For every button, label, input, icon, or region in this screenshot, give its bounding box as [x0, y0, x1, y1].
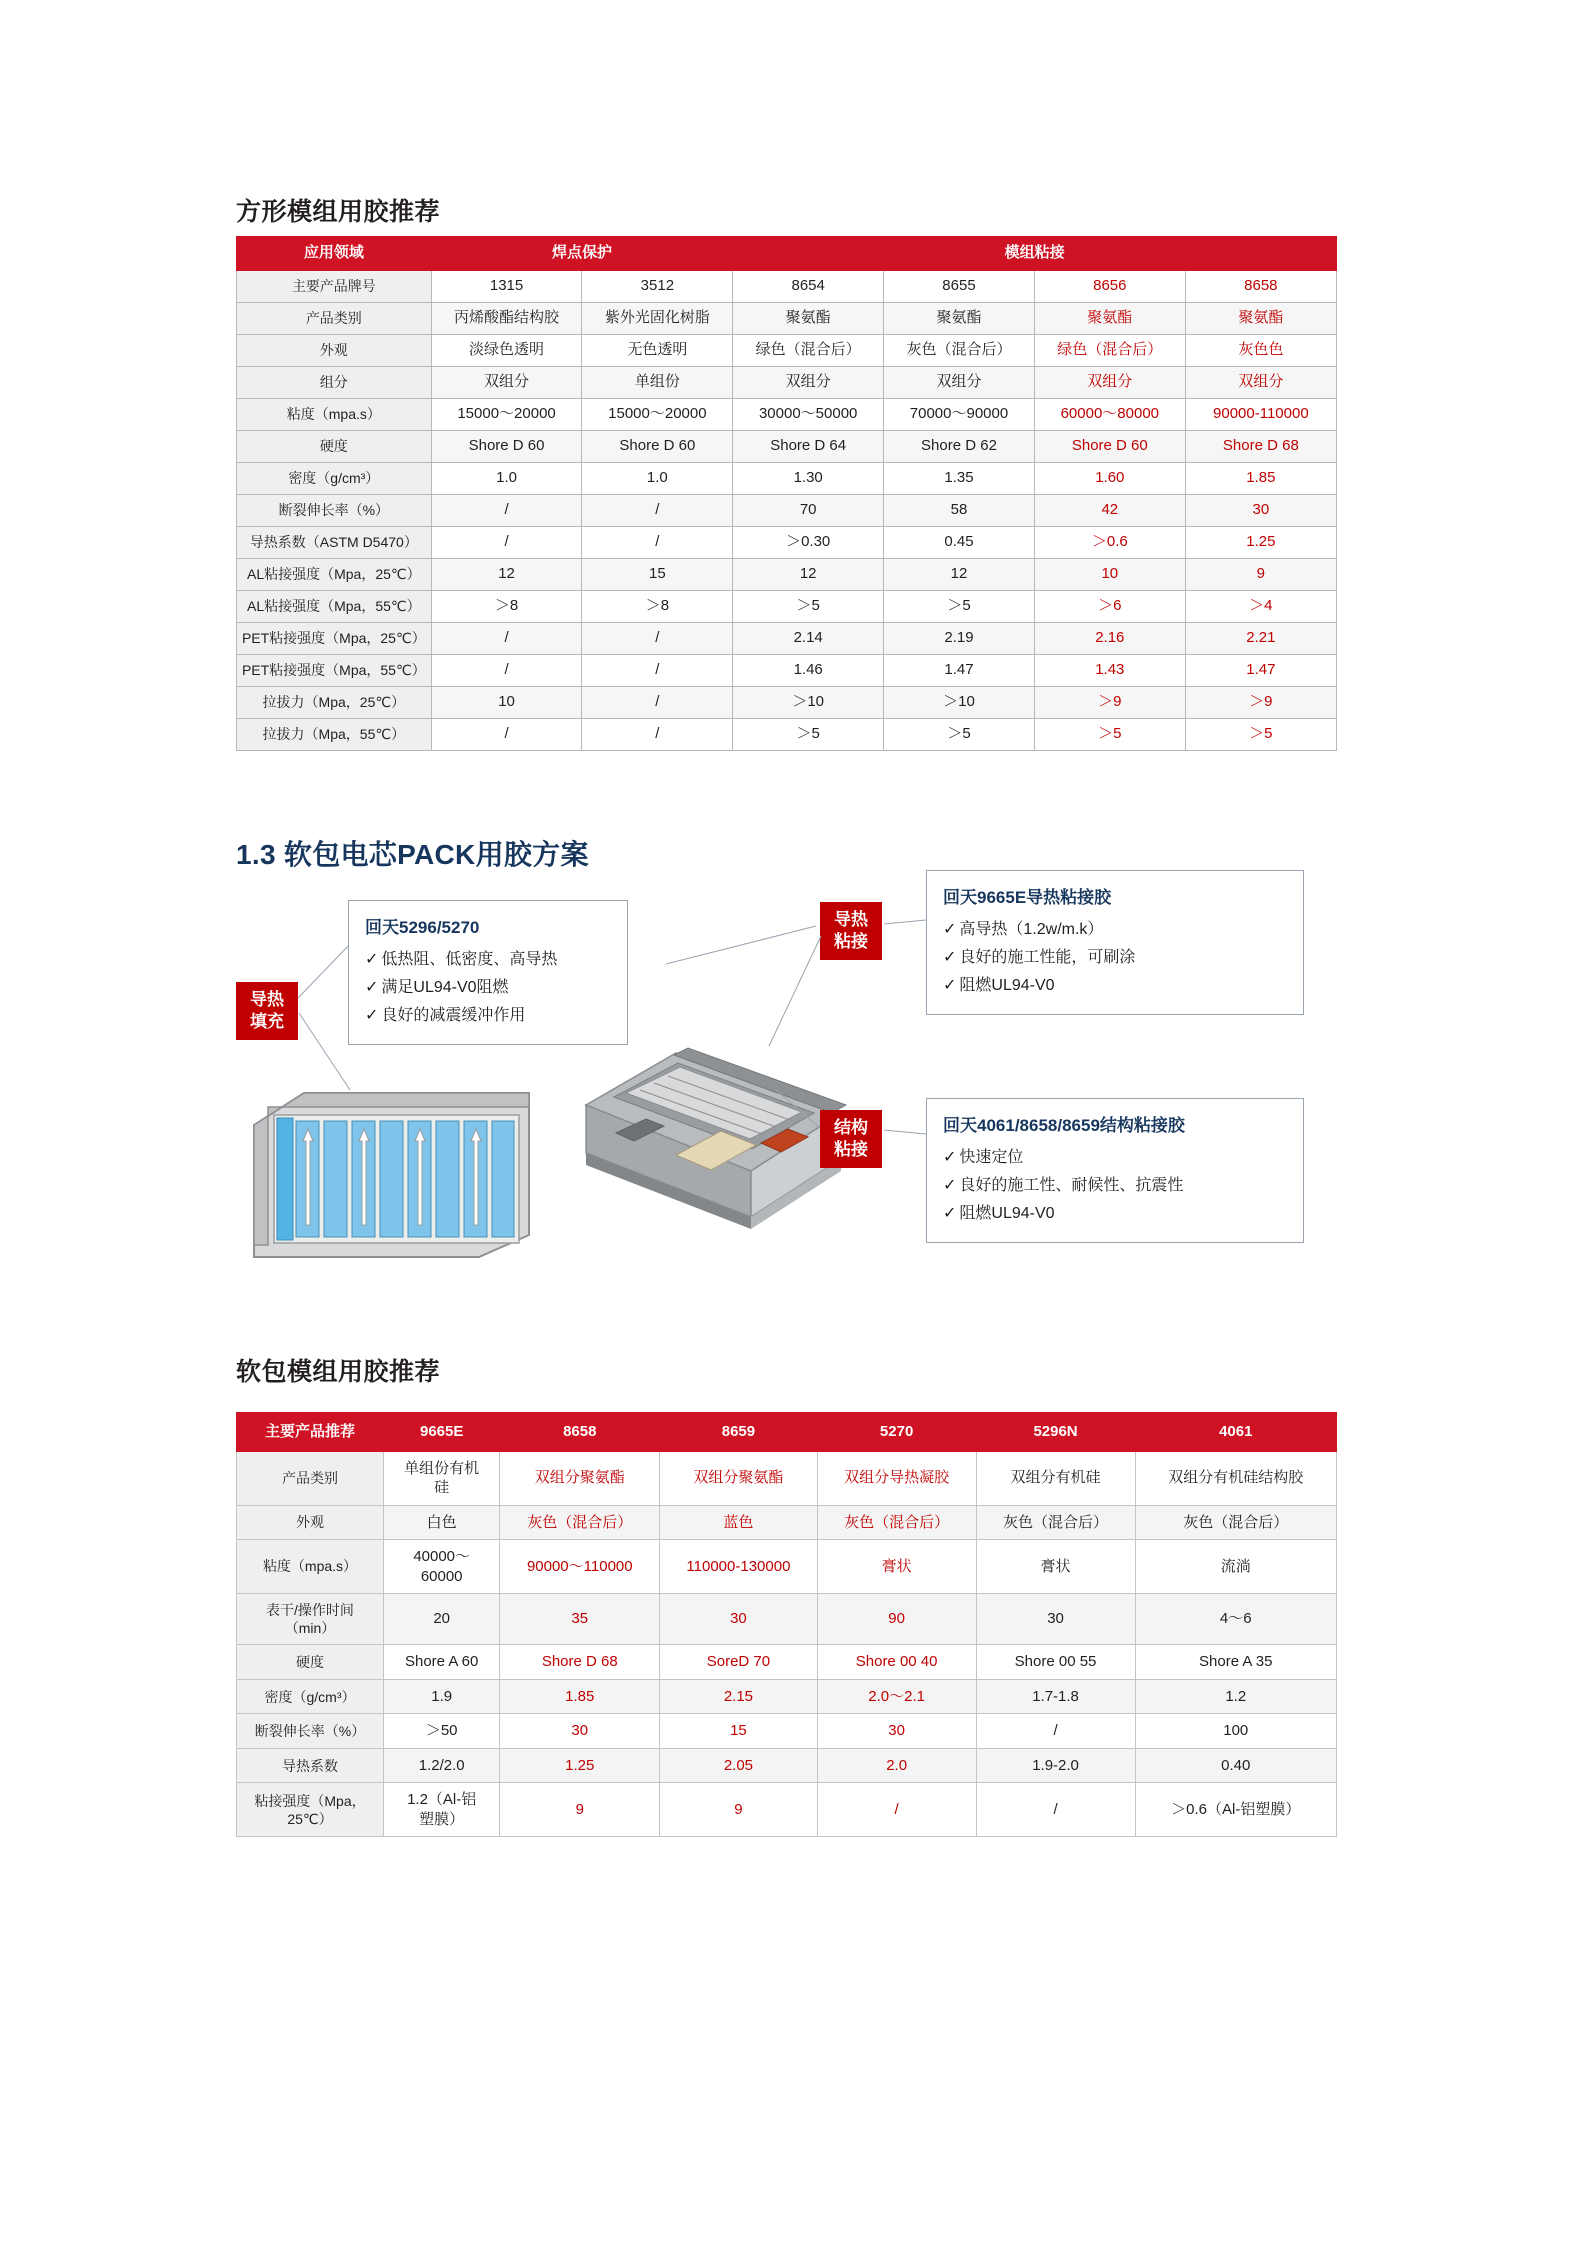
- table-cell: ＞5: [884, 719, 1035, 751]
- table-cell: ＞10: [884, 687, 1035, 719]
- table-row: [237, 527, 1337, 559]
- table-cell: ＞10: [733, 687, 884, 719]
- row-label: 产品类别: [237, 303, 432, 335]
- table-cell: 1.30: [733, 463, 884, 495]
- table-cell: 1.85: [500, 1679, 660, 1714]
- table-cell: 15: [582, 559, 733, 591]
- row-label: 硬度: [237, 431, 432, 463]
- table-cell: 1.0: [582, 463, 733, 495]
- table-row: [237, 1748, 1337, 1783]
- callout-item: ✓ 满足UL94-V0阻燃: [365, 979, 509, 996]
- table-cell: 90000-110000: [1185, 399, 1336, 431]
- table-cell: ＞5: [1034, 719, 1185, 751]
- row-label: 粘度（mpa.s）: [237, 399, 432, 431]
- callout-title: 回天5296/5270: [365, 918, 480, 937]
- table-cell: 双组分: [733, 367, 884, 399]
- table-cell: 110000-130000: [660, 1540, 817, 1594]
- table-cell: 2.05: [660, 1748, 817, 1783]
- table-cell: 1.9: [384, 1679, 500, 1714]
- table-cell: 1.46: [733, 655, 884, 687]
- column-header: 4061: [1135, 1413, 1337, 1452]
- row-label: 导热系数: [237, 1748, 384, 1783]
- table-cell: 丙烯酸酯结构胶: [431, 303, 582, 335]
- table-row: [237, 655, 1337, 687]
- table-cell: 灰色（混合后）: [817, 1505, 976, 1540]
- table-cell: 流淌: [1135, 1540, 1337, 1594]
- table-cell: 8658: [1185, 271, 1336, 303]
- table-cell: 1.25: [1185, 527, 1336, 559]
- table-cell: 42: [1034, 495, 1185, 527]
- table-cell: Shore D 60: [431, 431, 582, 463]
- table-cell: ＞8: [582, 591, 733, 623]
- section-title-prismatic: 方形模组用胶推荐: [236, 198, 441, 226]
- row-label: 拉拔力（Mpa，55℃）: [237, 719, 432, 751]
- callout-5296-5270: [348, 900, 628, 1045]
- table-cell: 0.45: [884, 527, 1035, 559]
- table-cell: 30: [1185, 495, 1336, 527]
- table-cell: 1.85: [1185, 463, 1336, 495]
- row-label: 导热系数（ASTM D5470）: [237, 527, 432, 559]
- table-row: [237, 623, 1337, 655]
- table-cell: 8654: [733, 271, 884, 303]
- table-cell: 40000～ 60000: [384, 1540, 500, 1594]
- table-cell: 灰色（混合后）: [1135, 1505, 1337, 1540]
- column-header: 9665E: [384, 1413, 500, 1452]
- pouch-module-adhesive-table: [236, 1412, 1337, 1837]
- table-cell: Shore D 60: [582, 431, 733, 463]
- row-label: 粘度（mpa.s）: [237, 1540, 384, 1594]
- table-cell: 1315: [431, 271, 582, 303]
- table-cell: 10: [431, 687, 582, 719]
- table-cell: 聚氨酯: [884, 303, 1035, 335]
- tag-structural-bond: 结构 粘接: [820, 1110, 882, 1168]
- callout-item: ✓ 阻燃UL94-V0: [943, 1205, 1055, 1222]
- row-label: 组分: [237, 367, 432, 399]
- table-cell: 10: [1034, 559, 1185, 591]
- table-cell: /: [431, 527, 582, 559]
- table-cell: Shore D 62: [884, 431, 1035, 463]
- table-cell: 1.2（Al-铝 塑膜）: [384, 1783, 500, 1837]
- table-cell: ＞5: [733, 719, 884, 751]
- table-cell: 绿色（混合后）: [1034, 335, 1185, 367]
- table-row: [237, 1451, 1337, 1505]
- table-cell: 双组分聚氨酯: [500, 1451, 660, 1505]
- table-cell: 双组分导热凝胶: [817, 1451, 976, 1505]
- table-row: [237, 431, 1337, 463]
- table-header-row: [237, 237, 1337, 271]
- table-cell: /: [582, 495, 733, 527]
- row-label: 断裂伸长率（%）: [237, 1714, 384, 1749]
- table-cell: 聚氨酯: [1034, 303, 1185, 335]
- table-cell: 15000～20000: [582, 399, 733, 431]
- group-header: 应用领域: [237, 237, 432, 271]
- table-cell: /: [431, 655, 582, 687]
- table-cell: /: [582, 687, 733, 719]
- table-cell: ＞0.30: [733, 527, 884, 559]
- table-cell: 70000～90000: [884, 399, 1035, 431]
- table-row: [237, 1783, 1337, 1837]
- table-cell: 双组分: [1185, 367, 1336, 399]
- callout-item: ✓ 良好的施工性能，可刷涂: [943, 949, 1136, 966]
- table-cell: 白色: [384, 1505, 500, 1540]
- table-cell: ＞0.6（Al-铝塑膜）: [1135, 1783, 1337, 1837]
- callout-item: ✓ 快速定位: [943, 1149, 1024, 1166]
- table-cell: 58: [884, 495, 1035, 527]
- callout-item: ✓ 良好的减震缓冲作用: [365, 1007, 526, 1024]
- column-header: 主要产品推荐: [237, 1413, 384, 1452]
- table-cell: 灰色（混合后）: [500, 1505, 660, 1540]
- table-cell: 灰色色: [1185, 335, 1336, 367]
- table-cell: ＞5: [884, 591, 1035, 623]
- callout-9665E: [926, 870, 1304, 1015]
- table-row: [237, 495, 1337, 527]
- table-cell: 12: [884, 559, 1035, 591]
- table-cell: 灰色（混合后）: [884, 335, 1035, 367]
- callout-item: ✓ 良好的施工性、耐候性、抗震性: [943, 1177, 1184, 1194]
- callout-4061-8658-8659: [926, 1098, 1304, 1243]
- table-cell: 9: [500, 1783, 660, 1837]
- table-cell: 聚氨酯: [1185, 303, 1336, 335]
- table-cell: ＞9: [1185, 687, 1336, 719]
- table-cell: 70: [733, 495, 884, 527]
- table-row: [237, 1505, 1337, 1540]
- callout-item: ✓ 高导热（1.2w/m.k）: [943, 921, 1104, 938]
- table-cell: Shore 00 55: [976, 1645, 1135, 1680]
- table-cell: SoreD 70: [660, 1645, 817, 1680]
- table-cell: /: [976, 1714, 1135, 1749]
- table-cell: 紫外光固化树脂: [582, 303, 733, 335]
- tag-thermal-fill: 导热 填充: [236, 982, 298, 1040]
- table-cell: /: [431, 719, 582, 751]
- table-cell: 9: [1185, 559, 1336, 591]
- table-cell: 双组分有机硅: [976, 1451, 1135, 1505]
- row-label: PET粘接强度（Mpa，55℃）: [237, 655, 432, 687]
- table-row: [237, 719, 1337, 751]
- table-cell: 1.0: [431, 463, 582, 495]
- table-cell: 60000～80000: [1034, 399, 1185, 431]
- table-header-row: [237, 1413, 1337, 1452]
- table-row: [237, 271, 1337, 303]
- row-label: 外观: [237, 1505, 384, 1540]
- table-cell: 15: [660, 1714, 817, 1749]
- table-cell: 绿色（混合后）: [733, 335, 884, 367]
- prismatic-module-adhesive-table: [236, 236, 1337, 751]
- table-cell: /: [582, 623, 733, 655]
- table-cell: 0.40: [1135, 1748, 1337, 1783]
- tag-thermal-bond: 导热 粘接: [820, 902, 882, 960]
- table-cell: 无色透明: [582, 335, 733, 367]
- table-cell: 双组分: [431, 367, 582, 399]
- row-label: 断裂伸长率（%）: [237, 495, 432, 527]
- table-cell: 2.21: [1185, 623, 1336, 655]
- row-label: 产品类别: [237, 1451, 384, 1505]
- table-cell: Shore D 64: [733, 431, 884, 463]
- table-cell: /: [582, 655, 733, 687]
- callout-item: ✓ 低热阻、低密度、高导热: [365, 951, 558, 968]
- table-cell: 12: [733, 559, 884, 591]
- table-cell: /: [582, 527, 733, 559]
- row-label: 密度（g/cm³）: [237, 1679, 384, 1714]
- table-cell: ＞50: [384, 1714, 500, 1749]
- column-header: 8658: [500, 1413, 660, 1452]
- table-row: [237, 687, 1337, 719]
- table-row: [237, 1679, 1337, 1714]
- table-row: [237, 559, 1337, 591]
- table-cell: 30: [976, 1594, 1135, 1645]
- table-row: [237, 1594, 1337, 1645]
- callout-item: ✓ 阻燃UL94-V0: [943, 977, 1055, 994]
- table-cell: 1.25: [500, 1748, 660, 1783]
- table-row: [237, 1540, 1337, 1594]
- table-cell: ＞5: [733, 591, 884, 623]
- table-cell: Shore A 35: [1135, 1645, 1337, 1680]
- table-cell: 12: [431, 559, 582, 591]
- row-label: AL粘接强度（Mpa，55℃）: [237, 591, 432, 623]
- row-label: 粘接强度（Mpa， 25℃）: [237, 1783, 384, 1837]
- table-row: [237, 303, 1337, 335]
- table-cell: 1.2: [1135, 1679, 1337, 1714]
- table-cell: 1.9-2.0: [976, 1748, 1135, 1783]
- table-cell: 1.60: [1034, 463, 1185, 495]
- row-label: 主要产品牌号: [237, 271, 432, 303]
- group-header: 模组粘接: [733, 237, 1337, 271]
- table-cell: ＞8: [431, 591, 582, 623]
- row-label: 表干/操作时间 （min）: [237, 1594, 384, 1645]
- table-cell: 35: [500, 1594, 660, 1645]
- table-cell: ＞6: [1034, 591, 1185, 623]
- table-cell: Shore A 60: [384, 1645, 500, 1680]
- table-row: [237, 463, 1337, 495]
- table-cell: ＞4: [1185, 591, 1336, 623]
- table-cell: 30000～50000: [733, 399, 884, 431]
- table-cell: 1.7-1.8: [976, 1679, 1135, 1714]
- table-cell: 2.15: [660, 1679, 817, 1714]
- table-cell: 8655: [884, 271, 1035, 303]
- table-cell: 1.2/2.0: [384, 1748, 500, 1783]
- table-cell: Shore D 60: [1034, 431, 1185, 463]
- table-cell: 1.47: [884, 655, 1035, 687]
- table-row: [237, 367, 1337, 399]
- row-label: 硬度: [237, 1645, 384, 1680]
- table-cell: 2.19: [884, 623, 1035, 655]
- table-row: [237, 1714, 1337, 1749]
- table-cell: Shore 00 40: [817, 1645, 976, 1680]
- table-cell: 90000～110000: [500, 1540, 660, 1594]
- table-cell: 8656: [1034, 271, 1185, 303]
- table-cell: 膏状: [817, 1540, 976, 1594]
- table-cell: /: [431, 495, 582, 527]
- table-cell: 淡绿色透明: [431, 335, 582, 367]
- table-cell: 30: [660, 1594, 817, 1645]
- table-cell: 1.47: [1185, 655, 1336, 687]
- table-cell: 膏状: [976, 1540, 1135, 1594]
- table-cell: 4～6: [1135, 1594, 1337, 1645]
- table-row: [237, 1645, 1337, 1680]
- table-cell: 20: [384, 1594, 500, 1645]
- table-cell: 2.0～2.1: [817, 1679, 976, 1714]
- table-cell: 蓝色: [660, 1505, 817, 1540]
- table-cell: 90: [817, 1594, 976, 1645]
- section-title-pouch: 软包模组用胶推荐: [236, 1358, 441, 1386]
- table-cell: 2.14: [733, 623, 884, 655]
- table-cell: 3512: [582, 271, 733, 303]
- heading-pouch-cell-pack: 1.3 软包电芯PACK用胶方案: [236, 839, 589, 870]
- table-cell: 双组分聚氨酯: [660, 1451, 817, 1505]
- column-header: 8659: [660, 1413, 817, 1452]
- table-cell: 30: [817, 1714, 976, 1749]
- table-cell: 双组分: [1034, 367, 1185, 399]
- row-label: 外观: [237, 335, 432, 367]
- table-row: [237, 335, 1337, 367]
- table-cell: /: [976, 1783, 1135, 1837]
- row-label: 密度（g/cm³）: [237, 463, 432, 495]
- table-cell: /: [582, 719, 733, 751]
- table-cell: 15000～20000: [431, 399, 582, 431]
- table-cell: 聚氨酯: [733, 303, 884, 335]
- table-cell: /: [431, 623, 582, 655]
- pouch-pack-diagram: [236, 880, 1346, 1330]
- table-cell: Shore D 68: [1185, 431, 1336, 463]
- table-cell: 1.35: [884, 463, 1035, 495]
- table-cell: /: [817, 1783, 976, 1837]
- callout-title: 回天4061/8658/8659结构粘接胶: [943, 1116, 1185, 1135]
- table-cell: 9: [660, 1783, 817, 1837]
- group-header: 焊点保护: [431, 237, 733, 271]
- table-cell: 2.16: [1034, 623, 1185, 655]
- row-label: AL粘接强度（Mpa，25℃）: [237, 559, 432, 591]
- table-cell: Shore D 68: [500, 1645, 660, 1680]
- row-label: 拉拔力（Mpa，25℃）: [237, 687, 432, 719]
- table-cell: 100: [1135, 1714, 1337, 1749]
- column-header: 5270: [817, 1413, 976, 1452]
- table-cell: ＞5: [1185, 719, 1336, 751]
- row-label: PET粘接强度（Mpa，25℃）: [237, 623, 432, 655]
- callout-title: 回天9665E导热粘接胶: [943, 888, 1112, 907]
- table-row: [237, 591, 1337, 623]
- table-cell: 1.43: [1034, 655, 1185, 687]
- table-cell: 单组份: [582, 367, 733, 399]
- table-cell: 单组份有机 硅: [384, 1451, 500, 1505]
- table-cell: ＞0.6: [1034, 527, 1185, 559]
- table-cell: ＞9: [1034, 687, 1185, 719]
- column-header: 5296N: [976, 1413, 1135, 1452]
- table-cell: 灰色（混合后）: [976, 1505, 1135, 1540]
- table-cell: 双组分: [884, 367, 1035, 399]
- table-row: [237, 399, 1337, 431]
- table-cell: 2.0: [817, 1748, 976, 1783]
- table-cell: 双组分有机硅结构胶: [1135, 1451, 1337, 1505]
- table-cell: 30: [500, 1714, 660, 1749]
